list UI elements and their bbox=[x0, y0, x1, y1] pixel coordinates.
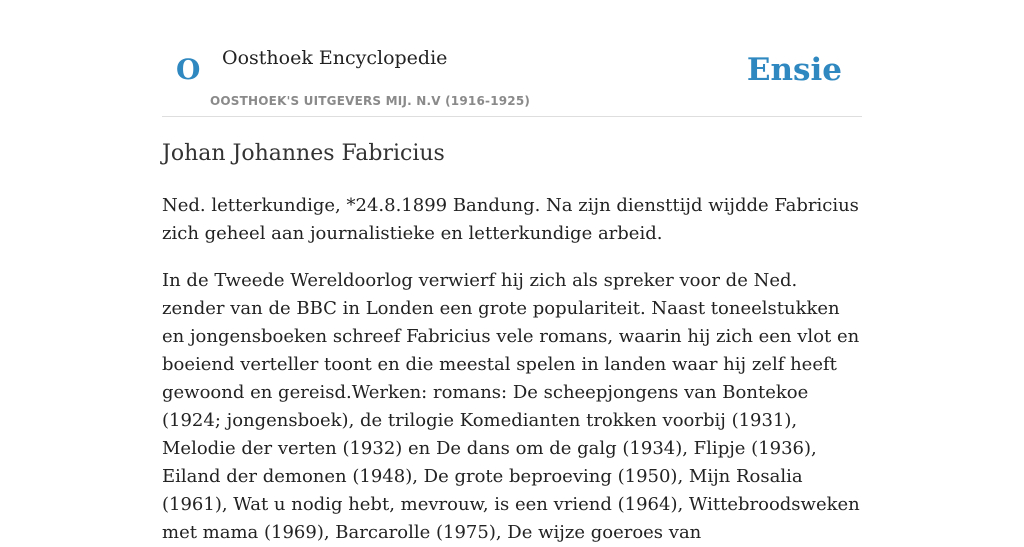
header bbox=[162, 0, 862, 117]
source-logo-icon[interactable]: O bbox=[176, 53, 201, 86]
source-title-link[interactable]: Oosthoek Encyclopedie bbox=[222, 47, 448, 69]
article-title: Johan Johannes Fabricius bbox=[162, 141, 445, 166]
ensie-brand-link[interactable]: Ensie bbox=[746, 52, 842, 88]
publisher-label: OOSTHOEK'S UITGEVERS MIJ. N.V (1916-1925) bbox=[210, 94, 531, 108]
article-paragraph-2: In de Tweede Wereldoorlog verwierf hij zich als spreker voor de Ned. zender van de BBC in Londen een grote populariteit. Naast toneelstukken en jongensboeken schreef Fabricius vele romans, waarin hij zich een vlot en boeiend verteller toont en die meestal spelen in landen waar hij zelf heeft gewoond en gereisd.Werken: romans: De scheepjongens van Bontekoe (1924; jongensboek), de trilogie Komedianten trokken voorbij (1931), Melodie der verten (1932) en De dans om de galg (1934), Flipje (1936), Eiland der demonen (1948), De grote beproeving (1950), Mijn Rosalia (1961), Wat u nodig hebt, mevrouw, is een vriend (1964), Wittebroodsweken met mama (1969), Barcarolle (1975), De wijze goeroes van bbox=[162, 270, 860, 543]
article-paragraph-1: Ned. letterkundige, *24.8.1899 Bandung. Na zijn diensttijd wijdde Fabricius zich geheel aan journalistieke en letterkundige arbeid. bbox=[162, 195, 859, 244]
page bbox=[162, 0, 862, 543]
